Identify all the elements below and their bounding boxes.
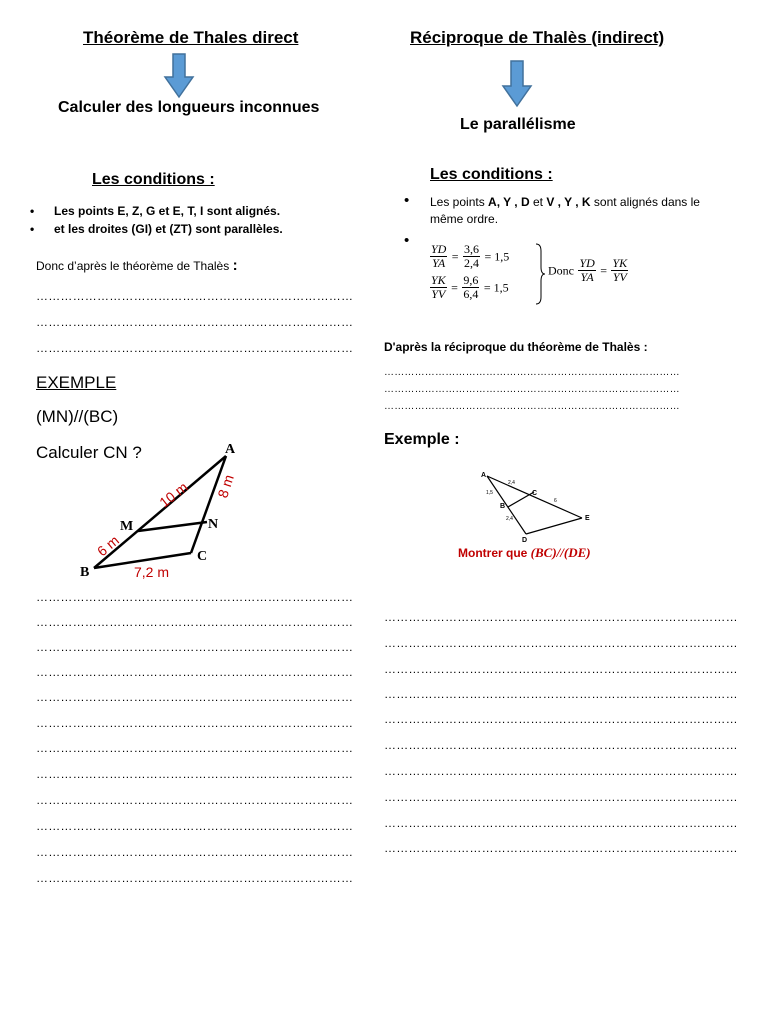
answer-dots-line[interactable]: …………………………………………………………………………… — [384, 816, 738, 830]
answer-dots-line[interactable]: …………………………………………………………………… — [36, 289, 354, 303]
answer-dots-line[interactable]: …………………………………………………………………… — [36, 871, 354, 885]
triangle-figure-right — [478, 466, 598, 542]
answer-dots-line[interactable]: …………………………………………………………………… — [36, 845, 354, 859]
answer-dots-line[interactable]: …………………………………………………………………… — [36, 315, 354, 329]
point-label-a: A — [481, 472, 487, 479]
ratio-conclusion: Donc $\frac{YD}{YA}$ = $\frac{YK}{YV}$ — [548, 256, 628, 284]
answer-dots-line[interactable]: …………………………………………………………………………… — [384, 401, 680, 412]
right-example-title: Exemple : — [384, 431, 460, 448]
left-example-question: Calculer CN ? — [36, 443, 142, 462]
length-label-ab: 1,5 — [486, 490, 493, 496]
answer-dots-line[interactable]: …………………………………………………………………… — [36, 665, 354, 679]
answer-dots-line[interactable]: …………………………………………………………………… — [36, 690, 354, 704]
answer-dots-line[interactable]: …………………………………………………………………………… — [384, 662, 738, 676]
right-title: Réciproque de Thalès (indirect) — [410, 28, 665, 47]
answer-dots-line[interactable]: …………………………………………………………………………… — [384, 764, 738, 778]
point-label-m: M — [120, 519, 134, 534]
left-donc-line: Donc d’après le théorème de Thalès : — [36, 257, 238, 274]
point-label-b: B — [80, 565, 90, 580]
answer-dots-line[interactable]: …………………………………………………………………………… — [384, 636, 738, 650]
answer-dots-line[interactable]: …………………………………………………………………………… — [384, 610, 738, 624]
left-bullet-1: • Les points E, Z, G et E, T, I sont alignés. — [30, 204, 281, 218]
right-subtitle: Le parallélisme — [460, 116, 576, 133]
reciproque-text: D'après la réciproque du théorème de Thalès : — [384, 340, 648, 354]
right-bullet-1: • Les points A, Y , D et V , Y , K sont alignés dans le même ordre. — [404, 192, 700, 226]
answer-dots-line[interactable]: …………………………………………………………………… — [36, 615, 354, 629]
point-label-c: C — [532, 490, 538, 497]
answer-dots-line[interactable]: …………………………………………………………………………… — [384, 738, 738, 752]
point-label-d: D — [522, 537, 528, 544]
left-subtitle: Calculer des longueurs inconnues — [58, 99, 320, 116]
left-example-title: EXEMPLE — [36, 373, 117, 392]
length-label-bc: 7,2 m — [134, 564, 170, 580]
answer-dots-line[interactable]: …………………………………………………………………… — [36, 590, 354, 604]
left-example-condition: (MN)//(BC) — [36, 407, 119, 426]
right-brace-icon — [534, 243, 546, 305]
answer-dots-line[interactable]: …………………………………………………………………… — [36, 819, 354, 833]
ratio-line-1: $\frac{YD}{YA}$ = $\frac{3,6}{2,4}$ = 1,5 — [431, 242, 510, 270]
answer-dots-line[interactable]: …………………………………………………………………… — [36, 640, 354, 654]
length-label-ce: 6 — [554, 498, 557, 504]
answer-dots-line[interactable]: …………………………………………………………………………… — [384, 790, 738, 804]
answer-dots-line[interactable]: …………………………………………………………………… — [36, 793, 354, 807]
answer-dots-line[interactable]: …………………………………………………………………… — [36, 341, 354, 355]
length-label-am: 10 m — [156, 478, 191, 511]
answer-dots-line[interactable]: …………………………………………………………………………… — [384, 367, 680, 378]
ratio-line-2: $\frac{YK}{YV}$ = $\frac{9,6}{6,4}$ = 1,5 — [431, 273, 509, 301]
answer-dots-line[interactable]: …………………………………………………………………… — [36, 741, 354, 755]
point-label-c: C — [197, 549, 208, 564]
point-label-a: A — [225, 442, 236, 457]
length-label-bm: 6 m — [93, 532, 123, 560]
answer-dots-line[interactable]: …………………………………………………………………………… — [384, 841, 738, 855]
montrer-que-task: Montrer que (BC)//(DE) — [458, 545, 591, 560]
down-arrow-icon — [502, 60, 532, 108]
left-bullet-2: • et les droites (GI) et (ZT) sont parallèles. — [30, 222, 283, 236]
right-bullet-2-marker: • — [404, 232, 410, 249]
length-label-an: 8 m — [214, 472, 237, 500]
answer-dots-line[interactable]: …………………………………………………………………………… — [384, 384, 680, 395]
point-label-e: E — [585, 515, 590, 522]
length-label-ac: 2,4 — [508, 480, 515, 486]
point-label-n: N — [208, 517, 219, 532]
triangle-figure-left — [70, 436, 260, 582]
answer-dots-line[interactable]: …………………………………………………………………… — [36, 716, 354, 730]
answer-dots-line[interactable]: …………………………………………………………………………… — [384, 712, 738, 726]
length-label-bd: 2,4 — [506, 516, 513, 522]
right-conditions-title: Les conditions : — [430, 166, 553, 183]
left-title: Théorème de Thales direct — [83, 28, 299, 47]
ratio-formula — [430, 243, 670, 305]
point-label-b: B — [500, 503, 506, 510]
down-arrow-icon — [164, 53, 194, 99]
left-conditions-title: Les conditions : — [92, 171, 215, 188]
left-bullets — [30, 204, 360, 236]
answer-dots-line[interactable]: …………………………………………………………………… — [36, 767, 354, 781]
answer-dots-line[interactable]: …………………………………………………………………………… — [384, 687, 738, 701]
